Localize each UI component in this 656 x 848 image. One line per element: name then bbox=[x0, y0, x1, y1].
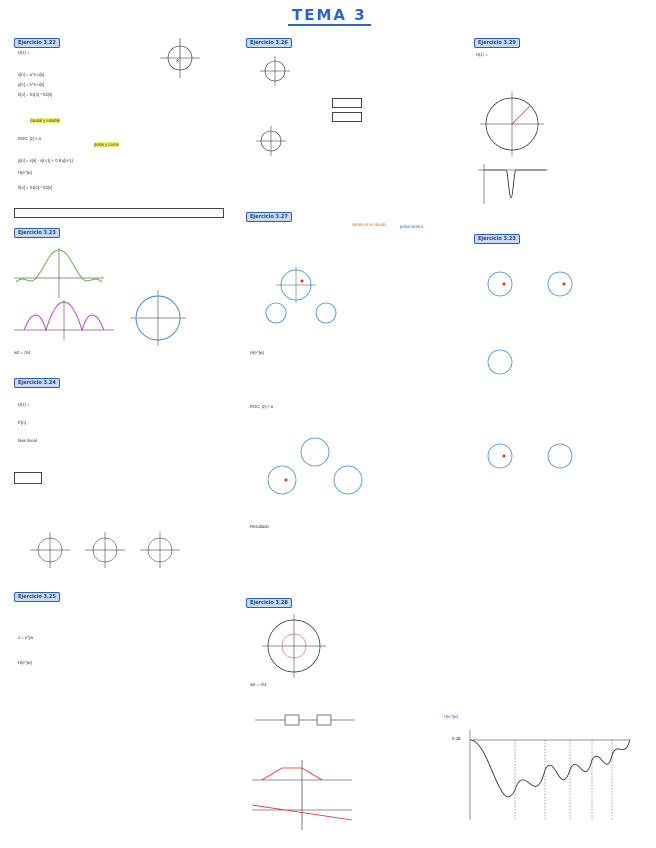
boxed-result-3 bbox=[332, 112, 362, 122]
line-hprime: h'[n] bbox=[18, 420, 26, 425]
section-header-9: Ejercicio 3.23 bbox=[474, 234, 520, 244]
unit-circle-5 bbox=[262, 614, 326, 678]
line-eq2: H(e^jw) bbox=[18, 170, 33, 175]
line-hn: h[n] = h1[n] * h2[n] bbox=[18, 92, 53, 97]
unit-circle-3 bbox=[260, 56, 290, 86]
magnitude-db-plot bbox=[460, 730, 630, 820]
line-zc: z = e^jw bbox=[18, 635, 34, 640]
boxed-result-2 bbox=[332, 98, 362, 108]
section-header-2: Ejercicio 3.23 bbox=[14, 228, 60, 238]
section-header-4: Ejercicio 3.25 bbox=[14, 592, 60, 602]
boxed-step-1 bbox=[14, 472, 42, 484]
section-header-8: Ejercicio 3.29 bbox=[474, 38, 520, 48]
line-h-right: H(z) = bbox=[476, 52, 488, 57]
line-yn: y[n] = b^n u[n] bbox=[18, 82, 45, 87]
pz-diagrams-mid bbox=[256, 265, 366, 325]
line-eq4: H(e^jw) bbox=[18, 660, 33, 665]
svg-text:x: x bbox=[176, 58, 179, 64]
section-header-1: Ejercicio 3.22 bbox=[14, 38, 60, 48]
line-db-title: H(e^jw) bbox=[444, 714, 459, 719]
highlight-line-2: polos y ceros bbox=[94, 142, 119, 147]
line-w0: w0 = π/4 bbox=[14, 350, 31, 355]
boxed-result-1 bbox=[14, 208, 224, 218]
pz-diagrams-right bbox=[478, 266, 588, 466]
notch-plot bbox=[478, 164, 548, 204]
line-roc-mid: ROC: |z| > a bbox=[250, 404, 274, 409]
line-w0-mid: w0 = π/4 bbox=[250, 682, 267, 687]
freq-response-sketch bbox=[252, 760, 352, 830]
line-ans-mid: Resultado bbox=[250, 524, 269, 529]
block-diagram bbox=[255, 710, 355, 730]
section-header-7: Ejercicio 3.28 bbox=[246, 598, 292, 608]
pz-diagrams-mid2 bbox=[260, 430, 370, 500]
unit-circle-diagram bbox=[160, 38, 200, 78]
section-header-6: Ejercicio 3.27 bbox=[246, 212, 292, 222]
line-fase: fase lineal bbox=[18, 438, 37, 443]
line-eq3: h[n] = h1[n] * h2[n] bbox=[18, 185, 53, 190]
orange-note: ceros en el circulo bbox=[352, 222, 386, 227]
page-title: TEMA 3 bbox=[288, 6, 371, 26]
equation-h1: H(z) = bbox=[18, 50, 30, 55]
line-h-mid: H(e^jw) bbox=[250, 350, 265, 355]
line-xn: x[n] = a^n u[n] bbox=[18, 72, 45, 77]
highlight-line-1: causal y estable bbox=[30, 118, 61, 123]
line-roc: ROC: |z| > a bbox=[18, 136, 42, 141]
line-eq1: y[n] = x[n] - x[n-1] + 0,9 y[n-1] bbox=[18, 158, 73, 163]
unit-circle-4 bbox=[256, 126, 286, 156]
section-header-3: Ejercicio 3.24 bbox=[14, 378, 60, 388]
line-db-label: 0 dB bbox=[452, 736, 461, 741]
spectrum-plot bbox=[14, 300, 114, 340]
section-header-5: Ejercicio 3.26 bbox=[246, 38, 292, 48]
unit-circle-2 bbox=[130, 290, 186, 346]
unit-circle-6 bbox=[480, 92, 544, 156]
sinc-plot bbox=[14, 248, 104, 298]
blue-note: polos dentro bbox=[400, 224, 424, 229]
line-h1-3: H(z) = bbox=[18, 402, 30, 407]
pz-diagrams-row bbox=[30, 530, 180, 570]
